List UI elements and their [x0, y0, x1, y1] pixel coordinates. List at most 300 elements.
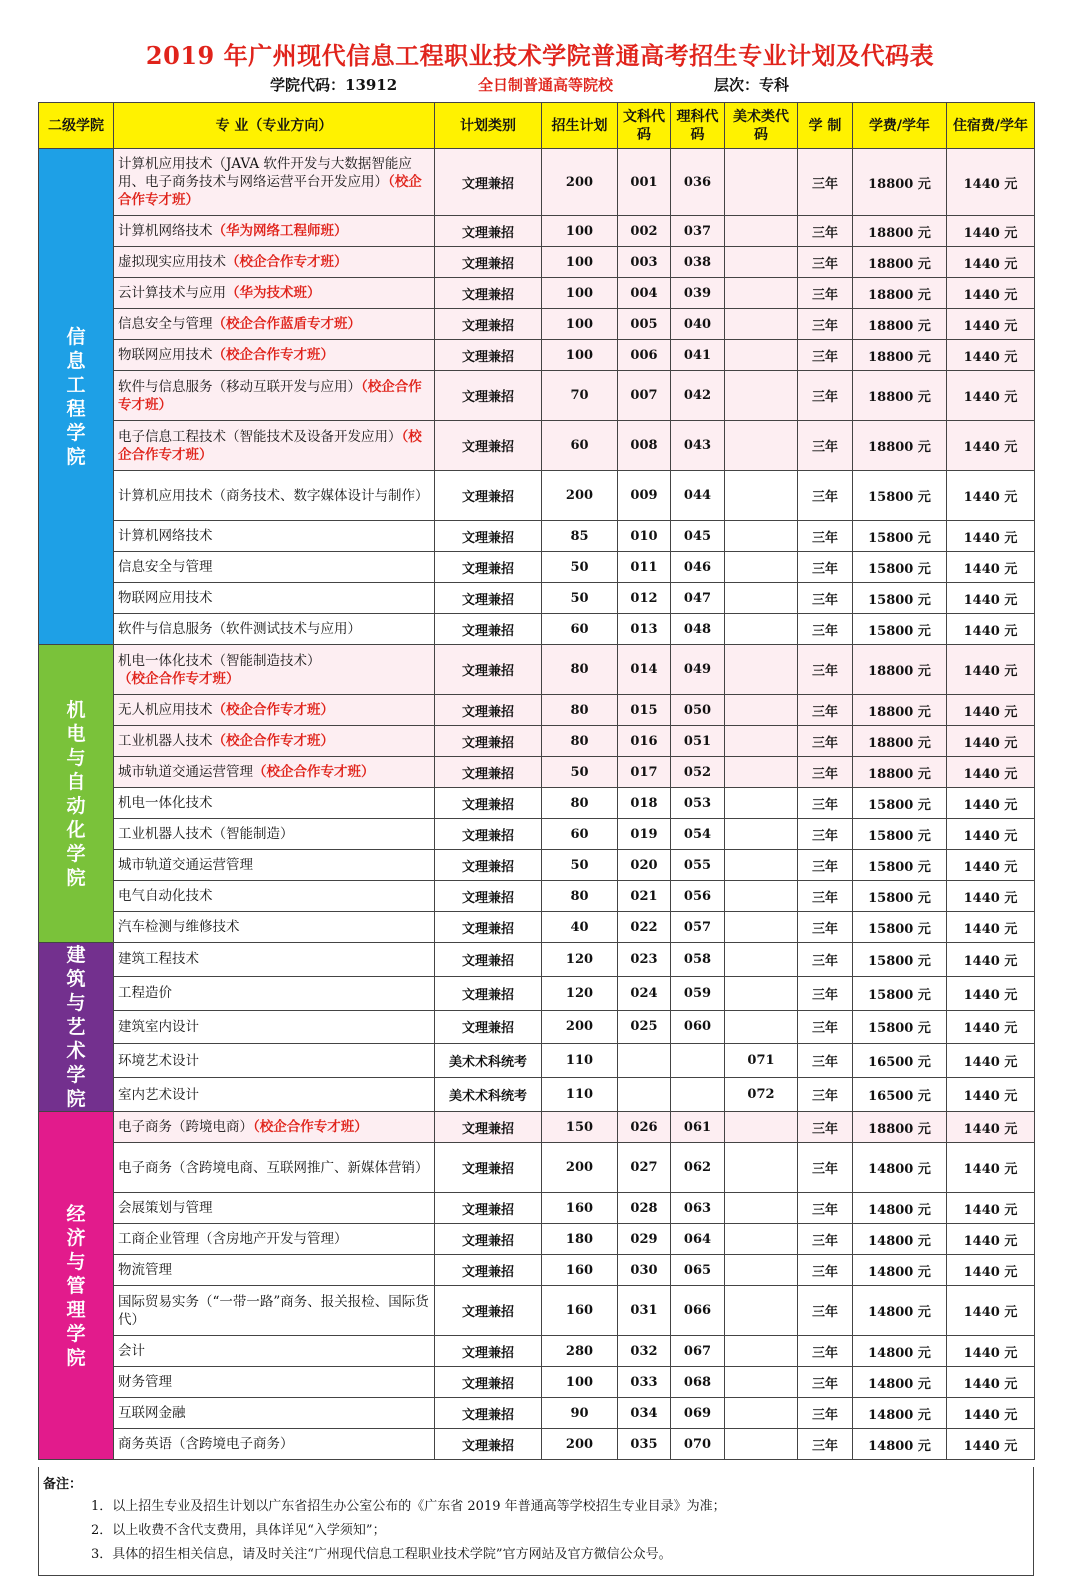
- art-code-cell: [725, 912, 798, 943]
- dorm-cell: 1440 元: [947, 881, 1035, 912]
- quota-cell: 120: [542, 943, 618, 977]
- tuition-cell: 18800 元: [853, 309, 947, 340]
- note-item-1: 1．以上招生专业及招生计划以广东省招生办公室公布的《广东省 2019 年普通高等学校招生专业目录》为准；: [91, 1499, 726, 1514]
- header-college: 二级学院: [39, 103, 114, 149]
- tuition-cell: 18800 元: [853, 149, 947, 216]
- tuition-cell: 16500 元: [853, 1078, 947, 1112]
- plan-type-cell: 美术术科统考: [435, 1044, 542, 1078]
- major-cell: [114, 1010, 435, 1044]
- li-code-cell: 063: [671, 1193, 725, 1224]
- quota-cell: 80: [542, 695, 618, 726]
- quota-cell: 50: [542, 552, 618, 583]
- duration-cell: 三年: [798, 1429, 853, 1460]
- li-code-cell: 055: [671, 850, 725, 881]
- major-name: 工商企业管理（含房地产开发与管理）: [118, 1231, 348, 1247]
- wen-code-cell: 008: [618, 421, 671, 471]
- quota-cell: 60: [542, 614, 618, 645]
- college-name: 建筑与艺术学院: [66, 944, 86, 1110]
- art-code-cell: [725, 552, 798, 583]
- major-note: （校企合作蓝盾专才班）: [212, 316, 361, 332]
- li-code-cell: 037: [671, 216, 725, 247]
- wen-code-cell: 026: [618, 1112, 671, 1143]
- wen-code-cell: 007: [618, 371, 671, 421]
- major-name: 电子信息工程技术（智能技术及设备开发应用）: [118, 428, 402, 445]
- major-name: 会计: [118, 1343, 145, 1359]
- quota-cell: 110: [542, 1078, 618, 1112]
- major-name: 城市轨道交通运营管理: [118, 857, 253, 873]
- wen-code-cell: 015: [618, 695, 671, 726]
- li-code-cell: 045: [671, 521, 725, 552]
- major-name: 会展策划与管理: [118, 1200, 213, 1216]
- tuition-cell: 18800 元: [853, 726, 947, 757]
- plan-type-cell: 文理兼招: [435, 757, 542, 788]
- table-row: [39, 309, 1035, 340]
- plan-type-cell: 文理兼招: [435, 278, 542, 309]
- wen-code-cell: 003: [618, 247, 671, 278]
- art-code-cell: [725, 1143, 798, 1193]
- tuition-cell: 18800 元: [853, 278, 947, 309]
- art-code-cell: [725, 1398, 798, 1429]
- quota-cell: 50: [542, 757, 618, 788]
- major-name: 工程造价: [118, 985, 172, 1002]
- plan-type-cell: 文理兼招: [435, 1367, 542, 1398]
- major-cell: [114, 912, 435, 943]
- tuition-cell: 18800 元: [853, 645, 947, 695]
- major-name: 计算机应用技术（商务技术、数字媒体设计与制作）: [118, 487, 429, 504]
- wen-code-cell: 012: [618, 583, 671, 614]
- major-cell: [114, 1044, 435, 1078]
- tuition-cell: 18800 元: [853, 421, 947, 471]
- tuition-cell: 15800 元: [853, 819, 947, 850]
- wen-code-cell: 017: [618, 757, 671, 788]
- tuition-cell: 15800 元: [853, 881, 947, 912]
- major-name: 电气自动化技术: [118, 888, 213, 904]
- li-code-cell: 039: [671, 278, 725, 309]
- dorm-cell: 1440 元: [947, 216, 1035, 247]
- table-row: [39, 819, 1035, 850]
- duration-cell: 三年: [798, 471, 853, 521]
- table-row: [39, 757, 1035, 788]
- major-name: 机电一体化技术（智能制造技术）: [118, 652, 321, 669]
- li-code-cell: 050: [671, 695, 725, 726]
- major-note: （校企合作专才班）: [118, 670, 240, 687]
- plan-type-cell: 文理兼招: [435, 943, 542, 977]
- major-note: （校企合作专才班）: [118, 378, 422, 413]
- art-code-cell: [725, 1367, 798, 1398]
- art-code-cell: [725, 1429, 798, 1460]
- tuition-cell: 15800 元: [853, 521, 947, 552]
- major-name: 计算机网络技术: [118, 528, 213, 544]
- college-cell: [39, 149, 114, 645]
- li-code-cell: 036: [671, 149, 725, 216]
- li-code-cell: 060: [671, 1010, 725, 1044]
- quota-cell: 120: [542, 976, 618, 1010]
- header-dorm: 住宿费/学年: [947, 103, 1035, 149]
- table-row: [39, 471, 1035, 521]
- quota-cell: 200: [542, 1429, 618, 1460]
- table-header: [39, 103, 1035, 149]
- li-code-cell: 068: [671, 1367, 725, 1398]
- major-name: 虚拟现实应用技术: [118, 254, 226, 270]
- duration-cell: 三年: [798, 881, 853, 912]
- plan-type-cell: 文理兼招: [435, 881, 542, 912]
- plan-type-cell: 文理兼招: [435, 1286, 542, 1336]
- li-code-cell: 052: [671, 757, 725, 788]
- major-note: （华为技术班）: [226, 285, 321, 301]
- major-cell: [114, 583, 435, 614]
- li-code-cell: 065: [671, 1255, 725, 1286]
- dorm-cell: 1440 元: [947, 340, 1035, 371]
- quota-cell: 180: [542, 1224, 618, 1255]
- dorm-cell: 1440 元: [947, 247, 1035, 278]
- major-name: 财务管理: [118, 1374, 172, 1390]
- tuition-cell: 14800 元: [853, 1255, 947, 1286]
- art-code-cell: [725, 850, 798, 881]
- dorm-cell: 1440 元: [947, 976, 1035, 1010]
- table-row: [39, 421, 1035, 471]
- major-name: 汽车检测与维修技术: [118, 919, 240, 935]
- major-cell: [114, 216, 435, 247]
- tuition-cell: 15800 元: [853, 943, 947, 977]
- major-cell: [114, 1336, 435, 1367]
- table-row: [39, 912, 1035, 943]
- duration-cell: 三年: [798, 614, 853, 645]
- wen-code-cell: 022: [618, 912, 671, 943]
- tuition-cell: 14800 元: [853, 1286, 947, 1336]
- plan-type-cell: 文理兼招: [435, 1143, 542, 1193]
- tuition-cell: 18800 元: [853, 695, 947, 726]
- dorm-cell: 1440 元: [947, 614, 1035, 645]
- table-row: [39, 645, 1035, 695]
- tuition-cell: 15800 元: [853, 788, 947, 819]
- dorm-cell: 1440 元: [947, 149, 1035, 216]
- art-code-cell: [725, 471, 798, 521]
- quota-cell: 150: [542, 1112, 618, 1143]
- wen-code-cell: 031: [618, 1286, 671, 1336]
- dorm-cell: 1440 元: [947, 1112, 1035, 1143]
- table-row: [39, 695, 1035, 726]
- quota-cell: 80: [542, 726, 618, 757]
- college-name: 机电与自动化学院: [66, 698, 86, 889]
- quota-cell: 200: [542, 149, 618, 216]
- quota-cell: 200: [542, 1010, 618, 1044]
- li-code-cell: 042: [671, 371, 725, 421]
- table-row: [39, 1398, 1035, 1429]
- dorm-cell: 1440 元: [947, 850, 1035, 881]
- art-code-cell: [725, 645, 798, 695]
- plan-type-cell: 文理兼招: [435, 1398, 542, 1429]
- dorm-cell: 1440 元: [947, 421, 1035, 471]
- major-cell: [114, 421, 435, 471]
- duration-cell: 三年: [798, 552, 853, 583]
- plan-type-cell: 文理兼招: [435, 695, 542, 726]
- dorm-cell: 1440 元: [947, 471, 1035, 521]
- duration-cell: 三年: [798, 912, 853, 943]
- dorm-cell: 1440 元: [947, 757, 1035, 788]
- li-code-cell: 057: [671, 912, 725, 943]
- major-note: （校企合作专才班）: [253, 764, 375, 780]
- wen-code-cell: 035: [618, 1429, 671, 1460]
- note-item-3: 3．具体的招生相关信息，请及时关注“广州现代信息工程职业技术学院”官方网站及官方微信公众号。: [91, 1547, 672, 1562]
- wen-code-cell: 020: [618, 850, 671, 881]
- art-code-cell: [725, 1010, 798, 1044]
- duration-cell: 三年: [798, 371, 853, 421]
- dorm-cell: 1440 元: [947, 1143, 1035, 1193]
- dorm-cell: 1440 元: [947, 788, 1035, 819]
- li-code-cell: 070: [671, 1429, 725, 1460]
- art-code-cell: [725, 521, 798, 552]
- dorm-cell: 1440 元: [947, 1398, 1035, 1429]
- major-name: 电子商务（含跨境电商、互联网推广、新媒体营销）: [118, 1159, 429, 1176]
- major-name: 软件与信息服务（移动互联开发与应用）: [118, 378, 361, 395]
- plan-type-cell: 文理兼招: [435, 1255, 542, 1286]
- plan-type-cell: 文理兼招: [435, 149, 542, 216]
- dorm-cell: 1440 元: [947, 1044, 1035, 1078]
- dorm-cell: 1440 元: [947, 552, 1035, 583]
- plan-type-cell: 文理兼招: [435, 552, 542, 583]
- art-code-cell: [725, 1112, 798, 1143]
- duration-cell: 三年: [798, 340, 853, 371]
- dorm-cell: 1440 元: [947, 1367, 1035, 1398]
- tuition-cell: 15800 元: [853, 1010, 947, 1044]
- table-row: [39, 1224, 1035, 1255]
- duration-cell: 三年: [798, 421, 853, 471]
- art-code-cell: [725, 216, 798, 247]
- duration-cell: 三年: [798, 1398, 853, 1429]
- quota-cell: 80: [542, 881, 618, 912]
- major-cell: [114, 819, 435, 850]
- duration-cell: 三年: [798, 216, 853, 247]
- quota-cell: 90: [542, 1398, 618, 1429]
- table-row: [39, 1078, 1035, 1112]
- art-code-cell: [725, 614, 798, 645]
- major-note: （校企合作专才班）: [212, 347, 334, 363]
- tuition-cell: 15800 元: [853, 614, 947, 645]
- quota-cell: 160: [542, 1193, 618, 1224]
- table-row: [39, 1429, 1035, 1460]
- art-code-cell: [725, 1336, 798, 1367]
- art-code-cell: [725, 788, 798, 819]
- art-code-cell: 071: [725, 1044, 798, 1078]
- enrollment-table: [38, 102, 1035, 1460]
- duration-cell: 三年: [798, 757, 853, 788]
- plan-type-cell: 文理兼招: [435, 1010, 542, 1044]
- major-name: 商务英语（含跨境电子商务）: [118, 1436, 294, 1452]
- wen-code-cell: 010: [618, 521, 671, 552]
- li-code-cell: 054: [671, 819, 725, 850]
- table-row: [39, 340, 1035, 371]
- plan-type-cell: 文理兼招: [435, 645, 542, 695]
- quota-cell: 100: [542, 309, 618, 340]
- major-cell: [114, 247, 435, 278]
- table-row: [39, 1336, 1035, 1367]
- duration-cell: 三年: [798, 278, 853, 309]
- dorm-cell: 1440 元: [947, 309, 1035, 340]
- duration-cell: 三年: [798, 149, 853, 216]
- major-name: 信息安全与管理: [118, 316, 213, 332]
- major-cell: [114, 371, 435, 421]
- tuition-cell: 15800 元: [853, 976, 947, 1010]
- plan-type-cell: 文理兼招: [435, 521, 542, 552]
- major-name: 无人机应用技术: [118, 702, 213, 718]
- duration-cell: 三年: [798, 645, 853, 695]
- major-name: 电子商务（跨境电商）: [118, 1119, 253, 1135]
- header-plan-type: 计划类别: [435, 103, 542, 149]
- duration-cell: 三年: [798, 1143, 853, 1193]
- major-note: （校企合作专才班）: [212, 702, 334, 718]
- wen-code-cell: 013: [618, 614, 671, 645]
- table-row: [39, 583, 1035, 614]
- wen-code-cell: 028: [618, 1193, 671, 1224]
- college-cell: [39, 1112, 114, 1460]
- duration-cell: 三年: [798, 247, 853, 278]
- major-name: 环境艺术设计: [118, 1052, 199, 1069]
- school-type: 全日制普通高等院校: [478, 76, 614, 94]
- table-row: [39, 371, 1035, 421]
- plan-type-cell: 文理兼招: [435, 850, 542, 881]
- dorm-cell: 1440 元: [947, 1078, 1035, 1112]
- major-name: 城市轨道交通运营管理: [118, 764, 253, 780]
- art-code-cell: [725, 149, 798, 216]
- duration-cell: 三年: [798, 788, 853, 819]
- major-cell: [114, 695, 435, 726]
- quota-cell: 40: [542, 912, 618, 943]
- duration-cell: 三年: [798, 1336, 853, 1367]
- dorm-cell: 1440 元: [947, 1429, 1035, 1460]
- table-row: [39, 1193, 1035, 1224]
- college-code: 学院代码：13912: [270, 76, 398, 94]
- quota-cell: 60: [542, 819, 618, 850]
- table-row: [39, 881, 1035, 912]
- major-cell: [114, 521, 435, 552]
- wen-code-cell: 023: [618, 943, 671, 977]
- duration-cell: 三年: [798, 583, 853, 614]
- duration-cell: 三年: [798, 1367, 853, 1398]
- major-cell: [114, 278, 435, 309]
- major-name: 物流管理: [118, 1262, 172, 1278]
- plan-type-cell: 文理兼招: [435, 976, 542, 1010]
- plan-type-cell: 文理兼招: [435, 216, 542, 247]
- major-cell: [114, 726, 435, 757]
- art-code-cell: [725, 340, 798, 371]
- li-code-cell: [671, 1078, 725, 1112]
- major-note: （校企合作专才班）: [212, 733, 334, 749]
- li-code-cell: 043: [671, 421, 725, 471]
- major-cell: [114, 614, 435, 645]
- quota-cell: 100: [542, 216, 618, 247]
- wen-code-cell: 019: [618, 819, 671, 850]
- plan-type-cell: 文理兼招: [435, 726, 542, 757]
- major-cell: [114, 1193, 435, 1224]
- plan-type-cell: 文理兼招: [435, 421, 542, 471]
- tuition-cell: 18800 元: [853, 216, 947, 247]
- li-code-cell: [671, 1044, 725, 1078]
- art-code-cell: [725, 247, 798, 278]
- header-art-code: 美术类代码: [725, 103, 798, 149]
- quota-cell: 50: [542, 583, 618, 614]
- duration-cell: 三年: [798, 1224, 853, 1255]
- header-tuition: 学费/学年: [853, 103, 947, 149]
- major-name: 软件与信息服务（软件测试技术与应用）: [118, 621, 361, 637]
- wen-code-cell: [618, 1044, 671, 1078]
- plan-type-cell: 美术术科统考: [435, 1078, 542, 1112]
- plan-type-cell: 文理兼招: [435, 247, 542, 278]
- table-row: [39, 1367, 1035, 1398]
- quota-cell: 200: [542, 1143, 618, 1193]
- li-code-cell: 040: [671, 309, 725, 340]
- tuition-cell: 15800 元: [853, 912, 947, 943]
- plan-type-cell: 文理兼招: [435, 371, 542, 421]
- table-row: [39, 726, 1035, 757]
- dorm-cell: 1440 元: [947, 819, 1035, 850]
- art-code-cell: [725, 421, 798, 471]
- major-cell: [114, 1143, 435, 1193]
- tuition-cell: 14800 元: [853, 1398, 947, 1429]
- quota-cell: 100: [542, 247, 618, 278]
- quota-cell: 70: [542, 371, 618, 421]
- li-code-cell: 069: [671, 1398, 725, 1429]
- tuition-cell: 16500 元: [853, 1044, 947, 1078]
- major-name: 互联网金融: [118, 1405, 186, 1421]
- quota-cell: 200: [542, 471, 618, 521]
- art-code-cell: [725, 726, 798, 757]
- major-cell: [114, 943, 435, 977]
- plan-type-cell: 文理兼招: [435, 1429, 542, 1460]
- plan-type-cell: 文理兼招: [435, 1193, 542, 1224]
- table-row: [39, 943, 1035, 977]
- major-cell: [114, 1224, 435, 1255]
- wen-code-cell: 004: [618, 278, 671, 309]
- wen-code-cell: 014: [618, 645, 671, 695]
- major-cell: [114, 976, 435, 1010]
- duration-cell: 三年: [798, 819, 853, 850]
- tuition-cell: 14800 元: [853, 1143, 947, 1193]
- major-cell: [114, 471, 435, 521]
- table-row: [39, 1112, 1035, 1143]
- major-name: 计算机应用技术（JAVA 软件开发与大数据智能应用、电子商务技术与网络运营平台开发应用）: [118, 156, 412, 190]
- art-code-cell: [725, 1286, 798, 1336]
- tuition-cell: 14800 元: [853, 1193, 947, 1224]
- art-code-cell: [725, 278, 798, 309]
- table-row: [39, 521, 1035, 552]
- table-row: [39, 247, 1035, 278]
- major-cell: [114, 1398, 435, 1429]
- li-code-cell: 061: [671, 1112, 725, 1143]
- table-row: [39, 278, 1035, 309]
- tuition-cell: 14800 元: [853, 1367, 947, 1398]
- li-code-cell: 056: [671, 881, 725, 912]
- wen-code-cell: 030: [618, 1255, 671, 1286]
- major-name: 计算机网络技术: [118, 223, 213, 239]
- li-code-cell: 044: [671, 471, 725, 521]
- dorm-cell: 1440 元: [947, 1286, 1035, 1336]
- major-cell: [114, 757, 435, 788]
- major-cell: [114, 1286, 435, 1336]
- wen-code-cell: 002: [618, 216, 671, 247]
- dorm-cell: 1440 元: [947, 1193, 1035, 1224]
- duration-cell: 三年: [798, 850, 853, 881]
- major-cell: [114, 788, 435, 819]
- table-row: [39, 149, 1035, 216]
- duration-cell: 三年: [798, 695, 853, 726]
- quota-cell: 160: [542, 1255, 618, 1286]
- wen-code-cell: 027: [618, 1143, 671, 1193]
- duration-cell: 三年: [798, 726, 853, 757]
- plan-type-cell: 文理兼招: [435, 1112, 542, 1143]
- art-code-cell: [725, 976, 798, 1010]
- tuition-cell: 15800 元: [853, 583, 947, 614]
- major-cell: [114, 309, 435, 340]
